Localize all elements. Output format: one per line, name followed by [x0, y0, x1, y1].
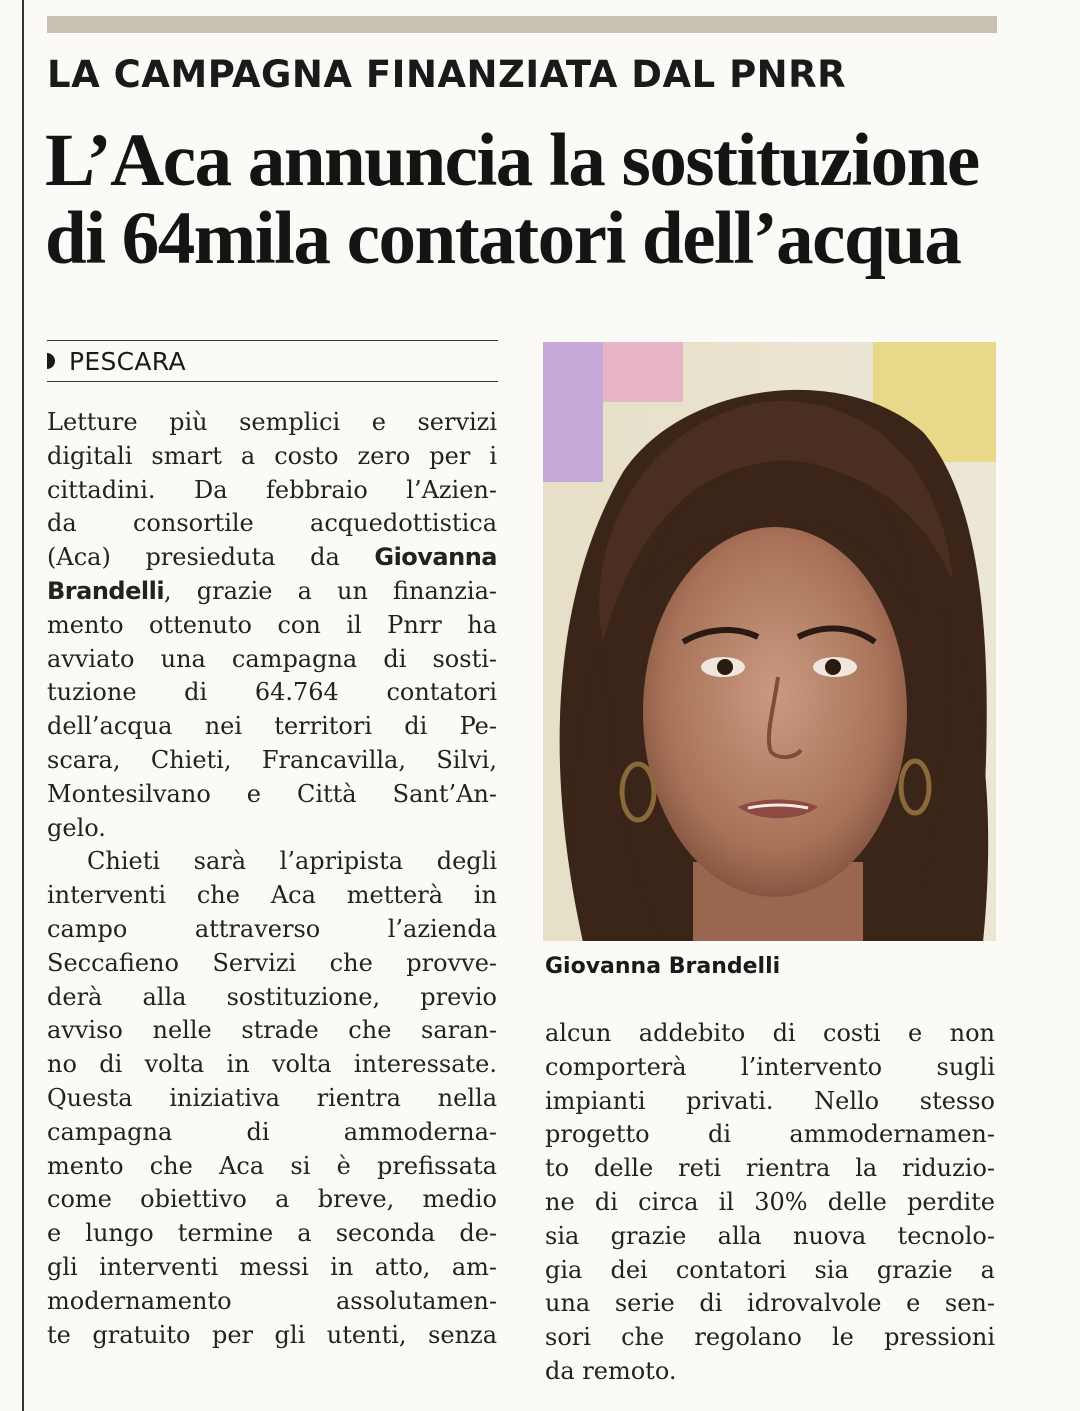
body-line: avviso nelle strade che saran-	[47, 1016, 497, 1045]
body-line: avviato una campagna di sosti-	[47, 644, 497, 673]
body-line: cittadini. Da febbraio l’Azien-	[47, 475, 497, 504]
portrait-illustration	[543, 342, 996, 941]
body-line: no di volta in volta interessate.	[47, 1050, 497, 1079]
body-line: alcun addebito di costi e non	[545, 1019, 995, 1047]
body-line: Seccafieno Servizi che provve-	[47, 948, 497, 977]
body-line: Letture più semplici e servizi	[47, 408, 497, 436]
body-line-text: , grazie a un finanzia-	[164, 576, 497, 605]
body-line: e lungo termine a seconda de-	[47, 1219, 497, 1248]
kicker: LA CAMPAGNA FINANZIATA DAL PNRR	[47, 53, 847, 96]
body-line: da consortile acquedottistica	[47, 509, 497, 538]
dateline-city: PESCARA	[69, 346, 186, 376]
body-line: sori che regolano le pressioni	[545, 1323, 995, 1352]
body-line: gelo.	[47, 813, 106, 842]
body-line: da remoto.	[545, 1356, 677, 1385]
body-column-left	[47, 406, 497, 1352]
body-line: tuzione di 64.764 contatori	[47, 678, 497, 707]
body-line: sia grazie alla nuova tecnolo-	[545, 1221, 995, 1250]
body-line: progetto di ammodernamen-	[545, 1120, 995, 1149]
body-line: comporterà l’intervento sugli	[545, 1052, 995, 1081]
page-edge-rule	[22, 0, 24, 1411]
section-top-bar	[47, 16, 997, 33]
portrait-photo	[543, 342, 996, 941]
headline-line: L’Aca annuncia la sostituzione	[45, 119, 979, 202]
headline-line: di 64mila contatori dell’acqua	[45, 197, 961, 280]
body-line: gia dei contatori sia grazie a	[545, 1255, 995, 1284]
body-line: te gratuito per gli utenti, senza	[47, 1320, 497, 1349]
body-line: Chieti sarà l’apripista degli	[87, 847, 497, 876]
body-line: mento ottenuto con il Pnrr ha	[47, 610, 497, 639]
body-line: campo attraverso l’azienda	[47, 914, 497, 943]
body-line-text: (Aca) presieduta da	[47, 543, 375, 572]
body-line: Montesilvano e Città Sant’An-	[47, 779, 497, 808]
body-line: derà alla sostituzione, previo	[47, 982, 497, 1011]
dateline-marker-icon	[47, 353, 55, 369]
body-line: Questa iniziativa rientra nella	[47, 1083, 497, 1112]
body-line: to delle reti rientra la riduzio-	[545, 1154, 995, 1183]
dateline	[47, 340, 498, 382]
headline	[45, 119, 1005, 280]
body-line: mento che Aca si è prefissata	[47, 1151, 497, 1180]
body-line: ne di circa il 30% delle perdite	[545, 1187, 995, 1216]
body-line: una serie di idrovalvole e sen-	[545, 1289, 995, 1318]
body-line: interventi che Aca metterà in	[47, 881, 497, 910]
body-line: impianti privati. Nello stesso	[545, 1086, 995, 1115]
body-line: scara, Chieti, Francavilla, Silvi,	[47, 745, 497, 774]
body-line: gli interventi messi in atto, am-	[47, 1252, 497, 1281]
body-line: modernamento assolutamen-	[47, 1286, 497, 1315]
body-line: digitali smart a costo zero per i	[47, 441, 497, 470]
body-line: campagna di ammoderna-	[47, 1117, 497, 1146]
body-line: come obiettivo a breve, medio	[47, 1185, 497, 1214]
body-line	[47, 575, 497, 609]
body-column-right	[545, 1017, 995, 1389]
person-name: Brandelli	[47, 576, 165, 605]
photo-caption: Giovanna Brandelli	[545, 954, 781, 979]
body-line: dell’acqua nei territori di Pe-	[47, 712, 497, 741]
person-name: Giovanna	[374, 543, 497, 572]
body-line	[47, 541, 497, 575]
